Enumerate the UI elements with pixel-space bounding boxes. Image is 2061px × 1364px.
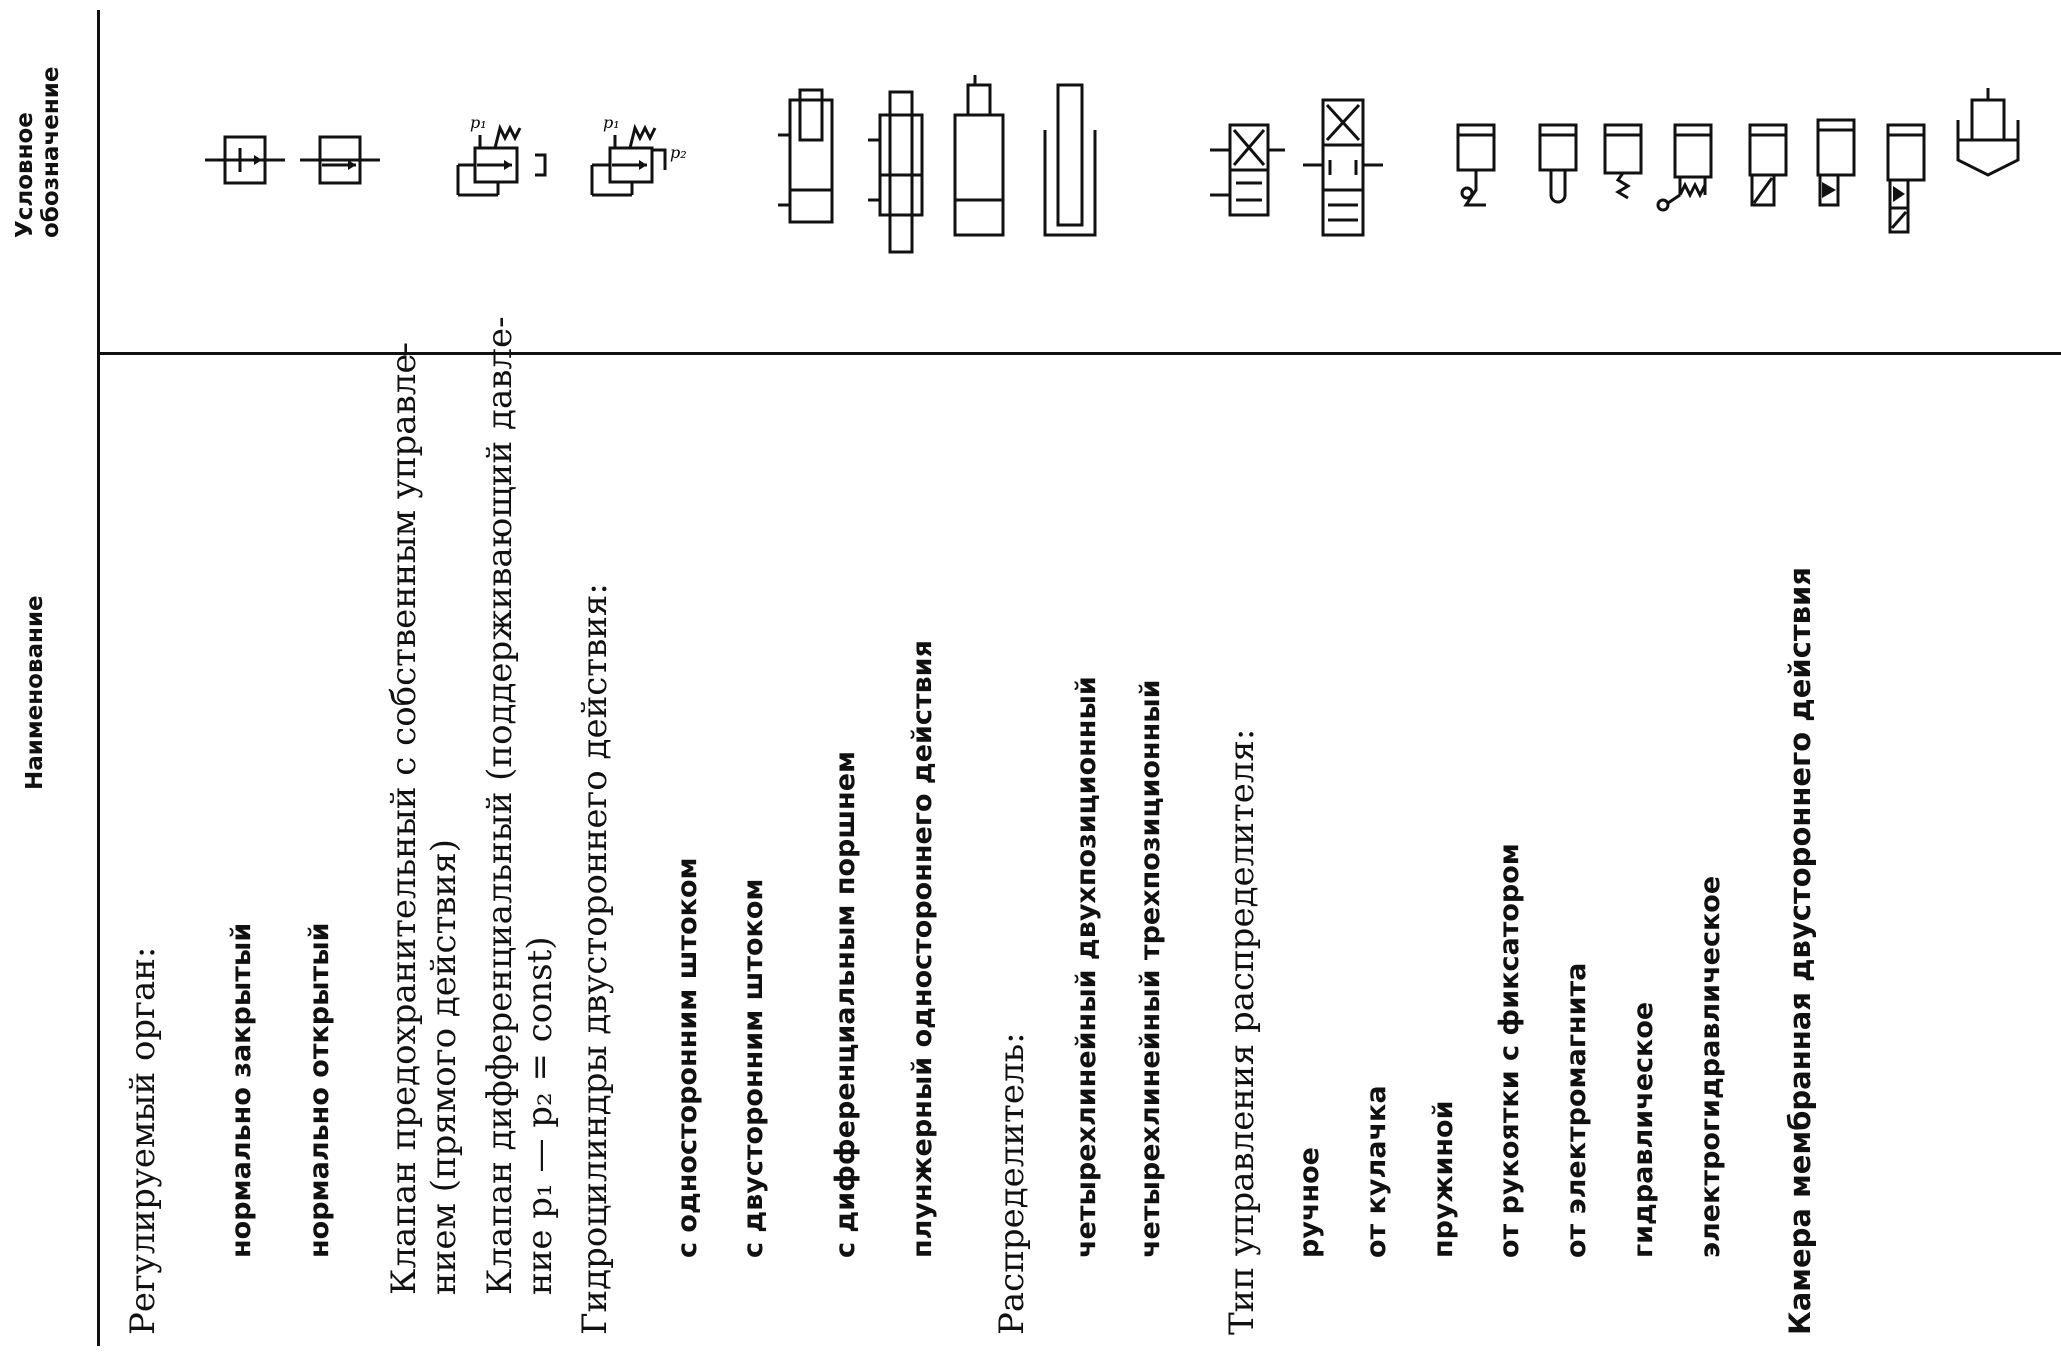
plunger-cylinder-icon [1045, 85, 1095, 235]
list-item-hydraulic: гидравлическое [1628, 1001, 1659, 1258]
four-way-three-position-valve-icon [1303, 100, 1383, 235]
list-item-two-position: четырехлинейный двухпозиционный [1071, 676, 1102, 1258]
list-item-cam: от кулачка [1361, 1085, 1392, 1258]
cam-control-icon [1540, 125, 1576, 202]
list-item-relief-valve [384, 342, 464, 1295]
list-item-control-type: Тип управления распределителя: [1222, 728, 1262, 1335]
list-item-differential-piston: с дифференциальным поршнем [830, 750, 861, 1258]
p1-label-2: p₁ [603, 113, 620, 132]
list-item-differential-valve [480, 316, 560, 1295]
differential-valve-line1: Клапан дифференциальный (поддерживающий давле- [480, 316, 520, 1295]
list-item-manual: ручное [1294, 1147, 1325, 1258]
relief-valve-line1: Клапан предохранительный с собственным управле- [384, 342, 424, 1295]
list-item-normally-closed: нормально закрытый [226, 922, 257, 1258]
differential-valve-icon [592, 113, 687, 195]
hydraulic-control-icon [1818, 120, 1854, 205]
list-item-diaphragm-chamber: Камера мембранная двустороннего действия [1783, 567, 1817, 1335]
solenoid-control-icon [1750, 125, 1786, 205]
list-item-regulating-organ: Регулируемый орган: [123, 946, 163, 1335]
normally-closed-valve-icon [205, 137, 285, 183]
list-item-electrohydraulic: электрогидравлическое [1695, 875, 1726, 1258]
list-item-single-rod: с односторонним штоком [672, 857, 703, 1258]
list-item-spring: пружиной [1428, 1100, 1459, 1258]
name-column-header: Наименование [22, 595, 48, 790]
four-way-two-position-valve-icon [1210, 125, 1285, 215]
relief-valve-line2: нием (прямого действия) [424, 839, 464, 1295]
list-item-double-rod: с двусторонним штоком [738, 878, 769, 1258]
lever-detent-control-icon [1658, 125, 1711, 210]
symbol-header-line1: Условное [12, 112, 38, 238]
list-item-three-position: четырехлинейный трехпозиционный [1135, 679, 1166, 1258]
list-item-solenoid: от электромагнита [1561, 962, 1592, 1258]
symbol-header-line2: обозначение [38, 66, 64, 238]
symbols-panel [0, 0, 2061, 352]
electrohydraulic-control-icon [1888, 125, 1924, 232]
list-item-normally-open: нормально открытый [304, 922, 335, 1258]
p2-label: p₂ [670, 143, 687, 162]
differential-valve-line2: ние p₁ — p₂ = const) [520, 936, 560, 1295]
manual-control-icon [1458, 125, 1494, 205]
single-rod-cylinder-icon [778, 90, 832, 222]
differential-piston-cylinder-icon [955, 75, 1003, 235]
list-item-lever-detent: от рукоятки с фиксатором [1494, 843, 1525, 1258]
list-item-cylinders: Гидроцилиндры двустороннего действия: [575, 583, 615, 1335]
relief-valve-icon [458, 113, 545, 195]
spring-control-icon [1605, 125, 1641, 198]
list-item-plunger: плунжерный одностороннего действия [907, 640, 938, 1258]
list-item-distributor: Распределитель: [992, 1032, 1032, 1335]
p1-label: p₁ [470, 113, 487, 132]
double-rod-cylinder-icon [868, 92, 922, 252]
diaphragm-chamber-icon [1958, 88, 2018, 175]
normally-open-valve-icon [300, 137, 380, 183]
